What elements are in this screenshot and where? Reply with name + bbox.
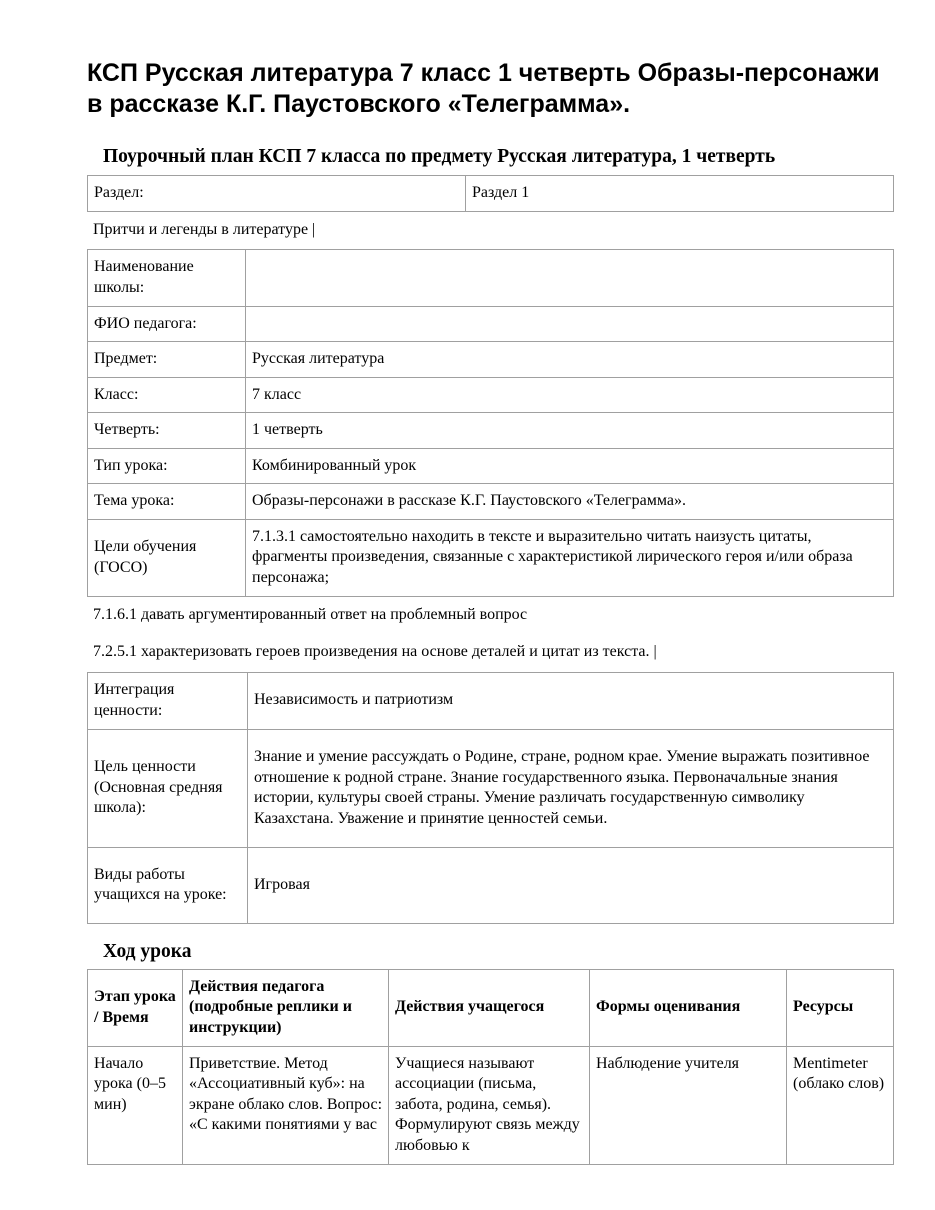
table-row <box>88 519 894 596</box>
lesson-table <box>87 969 894 1165</box>
learning-goal-extra: 7.1.6.1 давать аргументированный ответ на проблемный вопрос <box>93 605 528 623</box>
quarter-label: Четверть: <box>88 413 246 449</box>
value-purpose-label: Цель ценности (Основная средняя школа): <box>88 729 248 847</box>
table-row <box>88 484 894 520</box>
lesson-type-label: Тип урока: <box>88 448 246 484</box>
learning-goals-value: 7.1.3.1 самостоятельно находить в тексте и выразительно читать наизусть цитаты, фрагменты произведения, связанные с характеристикой лирического героя и/или образа персонажа; <box>246 519 894 596</box>
section-value: Раздел 1 <box>466 176 894 212</box>
learning-goal-extra: 7.2.5.1 характеризовать героев произведения на основе деталей и цитат из текста. | <box>93 642 657 660</box>
table-row <box>88 306 894 342</box>
lesson-topic-label: Тема урока: <box>88 484 246 520</box>
learning-goals-label: Цели обучения (ГОСО) <box>88 519 246 596</box>
section-table <box>87 175 894 212</box>
page-title: КСП Русская литература 7 класс 1 четверть Образы-персонажи в рассказе К.Г. Паустовского «Телеграмма». <box>87 59 880 118</box>
table-cell: Приветствие. Метод «Ассоциативный куб»: на экране облако слов. Вопрос: «С какими понятиями у вас <box>183 1046 389 1164</box>
school-value <box>246 249 894 306</box>
column-header: Ресурсы <box>787 969 894 1046</box>
work-types-value: Игровая <box>248 847 894 923</box>
lesson-topic-value: Образы-персонажи в рассказе К.Г. Паустовского «Телеграмма». <box>246 484 894 520</box>
quarter-value: 1 четверть <box>246 413 894 449</box>
value-purpose-value: Знание и умение рассуждать о Родине, стране, родном крае. Умение выражать позитивное отношение к родной стране. Знание государственного языка. Первоначальные знания истории, культуры своей страны. Умение различать государственную символику Казахстана. Уважение и принятие ценностей семьи. <box>248 729 894 847</box>
plan-subtitle: Поурочный план КСП 7 класса по предмету Русская литература, 1 четверть <box>103 146 776 167</box>
table-row <box>88 413 894 449</box>
column-header: Действия педагога (подробные реплики и инструкции) <box>183 969 389 1046</box>
column-header: Этап урока / Время <box>88 969 183 1046</box>
table-cell: Наблюдение учителя <box>590 1046 787 1164</box>
table-row <box>88 377 894 413</box>
values-table <box>87 672 894 924</box>
school-label: Наименование школы: <box>88 249 246 306</box>
subject-label: Предмет: <box>88 342 246 378</box>
lesson-type-value: Комбинированный урок <box>246 448 894 484</box>
table-header-row <box>88 969 894 1046</box>
value-integration-value: Независимость и патриотизм <box>248 672 894 729</box>
table-row <box>88 729 894 847</box>
info-table <box>87 249 894 597</box>
table-row <box>88 672 894 729</box>
section-label: Раздел: <box>88 176 466 212</box>
table-cell: Mentimeter (облако слов) <box>787 1046 894 1164</box>
lesson-heading: Ход урока <box>103 940 192 962</box>
table-row <box>88 448 894 484</box>
teacher-value <box>246 306 894 342</box>
class-label: Класс: <box>88 377 246 413</box>
table-row <box>88 342 894 378</box>
table-row <box>88 249 894 306</box>
work-types-label: Виды работы учащихся на уроке: <box>88 847 248 923</box>
section-note: Притчи и легенды в литературе | <box>93 220 316 238</box>
table-row <box>88 176 894 212</box>
value-integration-label: Интеграция ценности: <box>88 672 248 729</box>
table-cell: Начало урока (0–5 мин) <box>88 1046 183 1164</box>
class-value: 7 класс <box>246 377 894 413</box>
table-row <box>88 1046 894 1164</box>
column-header: Действия учащегося <box>389 969 590 1046</box>
column-header: Формы оценивания <box>590 969 787 1046</box>
table-row <box>88 847 894 923</box>
document-page <box>87 58 893 1165</box>
teacher-label: ФИО педагога: <box>88 306 246 342</box>
subject-value: Русская литература <box>246 342 894 378</box>
table-cell: Учащиеся называют ассоциации (письма, забота, родина, семья). Формулируют связь между любовью к <box>389 1046 590 1164</box>
